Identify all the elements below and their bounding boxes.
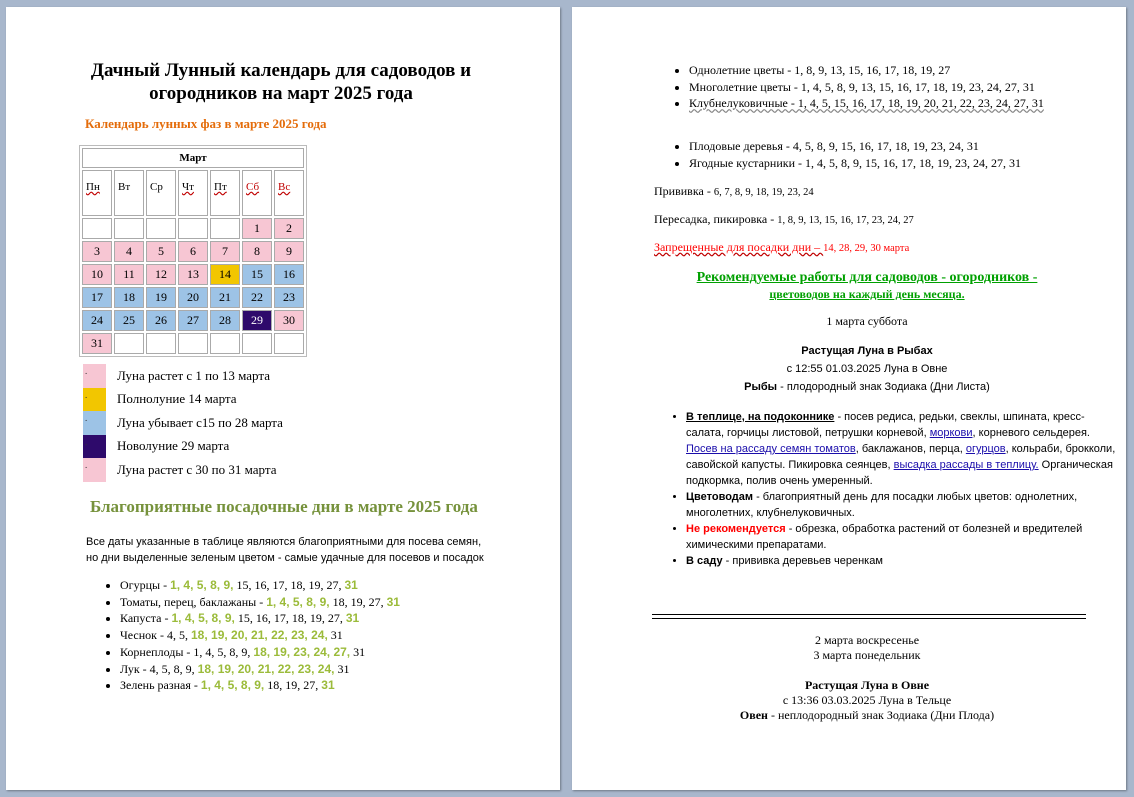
note-line-2: но дни выделенные зеленым цветом - самые удачные для посевов и посадок (86, 552, 484, 564)
page-left (6, 7, 560, 790)
list-item: • Многолетние цветы - 1, 4, 5, 8, 9, 13, 15, 16, 17, 18, 19, 23, 24, 27, 31 (689, 79, 1044, 96)
list-item (686, 409, 1116, 489)
day-cell: 12 (146, 264, 176, 285)
full-moon-cell: 14 (210, 264, 240, 285)
day-cell: 18 (114, 287, 144, 308)
day-cell: 20 (178, 287, 208, 308)
day-cell (114, 218, 144, 239)
transplant-line (654, 212, 914, 227)
day-cell: 26 (146, 310, 176, 331)
day-cell: 5 (146, 241, 176, 262)
task-text: , кольраби, брокколи, савойской капусты. Пикировка сеянцев, (686, 443, 1116, 471)
legend-row (83, 458, 283, 482)
list-item (686, 553, 1116, 569)
sign-name: Овен (739, 708, 768, 722)
crop-name: Корнеплоды - 1, 4, 5, 8, 9, (120, 644, 254, 659)
day-cell: 21 (210, 287, 240, 308)
list-item (120, 627, 400, 644)
list-item (686, 521, 1116, 553)
crop-name: Капуста - (120, 611, 172, 626)
list-item (120, 594, 400, 611)
graft-label: Прививка - (654, 184, 714, 198)
legend-label: Луна убывает с15 по 28 марта (117, 414, 283, 430)
favorable-note (86, 534, 484, 566)
list-item (689, 95, 1044, 112)
day-cell: 6 (178, 241, 208, 262)
day-cell: 15 (242, 264, 272, 285)
day-cell (146, 218, 176, 239)
day-cell (210, 218, 240, 239)
day1-time: с 12:55 01.03.2025 Луна в Овне (786, 363, 948, 375)
day3-date: 3 марта понедельник (813, 648, 921, 662)
task-label: Не рекомендуется (686, 523, 786, 535)
phases-heading: Календарь лунных фаз в марте 2025 года (85, 116, 327, 131)
legend-row (83, 411, 283, 435)
day-cell (146, 333, 176, 354)
title-line-2: огородников на март 2025 года (149, 83, 413, 104)
legend-swatch (83, 458, 106, 482)
best-days: 31 (344, 578, 358, 592)
sign-desc: - плодородный знак Зодиака (Дни Листа) (777, 381, 990, 393)
day-cell: 4 (114, 241, 144, 262)
day-cell: 27 (178, 310, 208, 331)
day-cell (82, 218, 112, 239)
weekday-mon: Пн (86, 181, 100, 193)
day2-date: 2 марта воскресенье (814, 633, 920, 647)
trees-list (669, 138, 1021, 171)
legend-swatch (83, 411, 106, 435)
works-heading-line-2: цветоводов на каждый день месяца. (769, 287, 965, 301)
moon-calendar (79, 145, 307, 357)
new-moon-cell: 29 (242, 310, 272, 331)
day-cell: 9 (274, 241, 304, 262)
weekday-tue: Вт (118, 181, 131, 193)
day-cell (274, 333, 304, 354)
list-item: • Ягодные кустарники - 1, 4, 5, 8, 9, 15, 16, 17, 18, 19, 23, 24, 27, 31 (689, 155, 1021, 172)
day-cell: 16 (274, 264, 304, 285)
task-text: , баклажанов, перца, (855, 443, 966, 455)
weekday-fri: Пт (214, 181, 227, 193)
other-days: 18, 19, 27, (264, 678, 322, 693)
graft-line (654, 184, 814, 199)
crop-list (98, 577, 400, 694)
list-item (120, 577, 400, 594)
weekday-sat: Сб (246, 181, 260, 193)
day-cell: 3 (82, 241, 112, 262)
crop-name: Чеснок - 4, 5, (120, 628, 191, 643)
carrot-link[interactable]: моркови (929, 427, 973, 439)
day-cell: 28 (210, 310, 240, 331)
day-cell: 30 (274, 310, 304, 331)
task-text: - прививка деревьев черенкам (722, 555, 883, 567)
section-divider (652, 614, 1086, 619)
forbidden-days: 14, 28, 29, 30 марта (823, 243, 910, 254)
best-days: 31 (386, 594, 400, 609)
works-heading (672, 270, 1062, 302)
best-days: 1, 4, 5, 8, 9, (171, 611, 235, 626)
day-cell: 7 (210, 241, 240, 262)
works-heading-line-1: Рекомендуемые работы для садоводов - огородников - (696, 270, 1038, 285)
task-label: В саду (686, 555, 723, 567)
day-cell: 22 (242, 287, 272, 308)
day23-sign (652, 707, 1082, 723)
legend-label: Луна растет с 30 по 31 марта (117, 461, 277, 477)
legend-swatch (83, 388, 106, 412)
crop-name: Лук - 4, 5, 8, 9, (120, 661, 198, 676)
graft-days: 6, 7, 8, 9, 18, 19, 23, 24 (713, 187, 814, 198)
day-cell (178, 218, 208, 239)
legend-row (83, 435, 283, 459)
day1-sign (652, 379, 1082, 395)
sign-desc: - неплодородный знак Зодиака (Дни Плода) (767, 708, 995, 722)
day-cell: 1 (242, 218, 272, 239)
legend-swatch (83, 364, 106, 388)
list-item: • Плодовые деревья - 4, 5, 8, 9, 15, 16, 17, 18, 19, 23, 24, 31 (689, 138, 1021, 155)
legend-label: Луна растет с 1 по 13 марта (117, 367, 270, 383)
legend-swatch (83, 435, 106, 459)
note-line-1: Все даты указанные в таблице являются благоприятными для посева семян, (86, 536, 482, 548)
weekday-sun: Вс (278, 181, 291, 193)
page-title (46, 59, 516, 105)
greenhouse-link[interactable]: высадка рассады в теплицу. (893, 459, 1039, 471)
best-days: 1, 4, 5, 8, 9, (266, 594, 330, 609)
day23-time: с 13:36 03.03.2025 Луна в Тельце (782, 693, 952, 707)
calendar-month: Март (82, 148, 304, 168)
day-cell: 8 (242, 241, 272, 262)
other-days: 31 (350, 644, 366, 659)
day-cell: 10 (82, 264, 112, 285)
day1-date: 1 марта суббота (826, 314, 908, 328)
day-cell: 23 (274, 287, 304, 308)
crop-name: Зелень разная - (120, 678, 201, 693)
other-days: 31 (327, 628, 343, 643)
legend-label: Новолуние 29 марта (117, 438, 230, 454)
legend-row (83, 364, 283, 388)
other-days: 15, 16, 17, 18, 19, 27, (233, 578, 345, 592)
day1-tasks (662, 409, 1116, 569)
crop-name: Огурцы - (120, 578, 171, 592)
flowers-list (669, 62, 1044, 112)
day-cell: 17 (82, 287, 112, 308)
weekday-wed: Ср (150, 181, 163, 193)
list-item (120, 610, 400, 627)
crop-name: Томаты, перец, баклажаны - (120, 594, 267, 609)
list-item (686, 489, 1116, 521)
day-cell: 19 (146, 287, 176, 308)
favorable-heading: Благоприятные посадочные дни в марте 2025 года (90, 497, 478, 516)
task-text: - посев редиса, редьки, свеклы, шпината, кресс-салата, горчицы листовой, петрушки корневой, (686, 411, 1085, 439)
day-cell: 11 (114, 264, 144, 285)
day-cell (178, 333, 208, 354)
task-label: Цветоводам (686, 491, 754, 503)
task-text: - обрезка, обработка растений от болезней и вредителей химическими препаратами. (686, 523, 1083, 551)
task-text: - благоприятный день для посадки любых цветов: однолетних, многолетних, клубнелуковичных. (686, 491, 1078, 519)
page-right (572, 7, 1126, 790)
forbidden-line (654, 240, 909, 255)
other-days: 15, 16, 17, 18, 19, 27, (234, 611, 346, 626)
tomato-seeds-link[interactable]: Посев на рассаду семян томатов (686, 443, 856, 455)
sign-name: Рыбы (744, 381, 778, 393)
day-cell: 13 (178, 264, 208, 285)
other-days: 31 (334, 661, 350, 676)
transplant-days: 1, 8, 9, 13, 15, 16, 17, 23, 24, 27 (777, 215, 914, 226)
legend-row (83, 388, 283, 412)
best-days: 18, 19, 20, 21, 22, 23, 24, (197, 661, 335, 676)
task-label: В теплице, на подоконнике (686, 411, 835, 423)
title-line-1: Дачный Лунный календарь для садоводов и (90, 60, 472, 81)
list-item (120, 661, 400, 678)
weekday-thu: Чт (182, 181, 194, 193)
day-cell: 31 (82, 333, 112, 354)
day-cell (114, 333, 144, 354)
best-days: 1, 4, 5, 8, 9, (170, 578, 234, 592)
day-cell: 25 (114, 310, 144, 331)
legend-label: Полнолуние 14 марта (117, 391, 237, 407)
cucumber-link[interactable]: огурцов (965, 443, 1006, 455)
day-cell (242, 333, 272, 354)
list-item (120, 677, 400, 694)
day23-moon: Растущая Луна в Овне (804, 678, 930, 692)
day-cell (210, 333, 240, 354)
best-days: 18, 19, 23, 24, 27, (253, 644, 351, 659)
day1-moon: Растущая Луна в Рыбах (801, 345, 933, 357)
day-cell: 24 (82, 310, 112, 331)
task-text: Органическая подкормка, полив очень умеренный. (686, 459, 1113, 487)
day-cell: 2 (274, 218, 304, 239)
best-days: 31 (345, 611, 360, 626)
list-item (120, 644, 400, 661)
best-days: 31 (321, 678, 335, 693)
task-text: , корневого сельдерея. (972, 427, 1090, 439)
list-item: • Однолетние цветы - 1, 8, 9, 13, 15, 16, 17, 18, 19, 27 (689, 62, 1044, 79)
best-days: 1, 4, 5, 8, 9, (200, 678, 265, 693)
phase-legend (83, 364, 283, 482)
best-days: 18, 19, 20, 21, 22, 23, 24, (191, 628, 328, 643)
transplant-label: Пересадка, пикировка - (654, 212, 778, 226)
forbidden-label: Запрещенные для посадки дни – (654, 240, 824, 254)
other-days: 18, 19, 27, (329, 594, 387, 609)
bulbs-item: Клубнелуковичные - 1, 4, 5, 15, 16, 17, 18, 19, 20, 21, 22, 23, 24, 27, 31 (689, 96, 1044, 111)
